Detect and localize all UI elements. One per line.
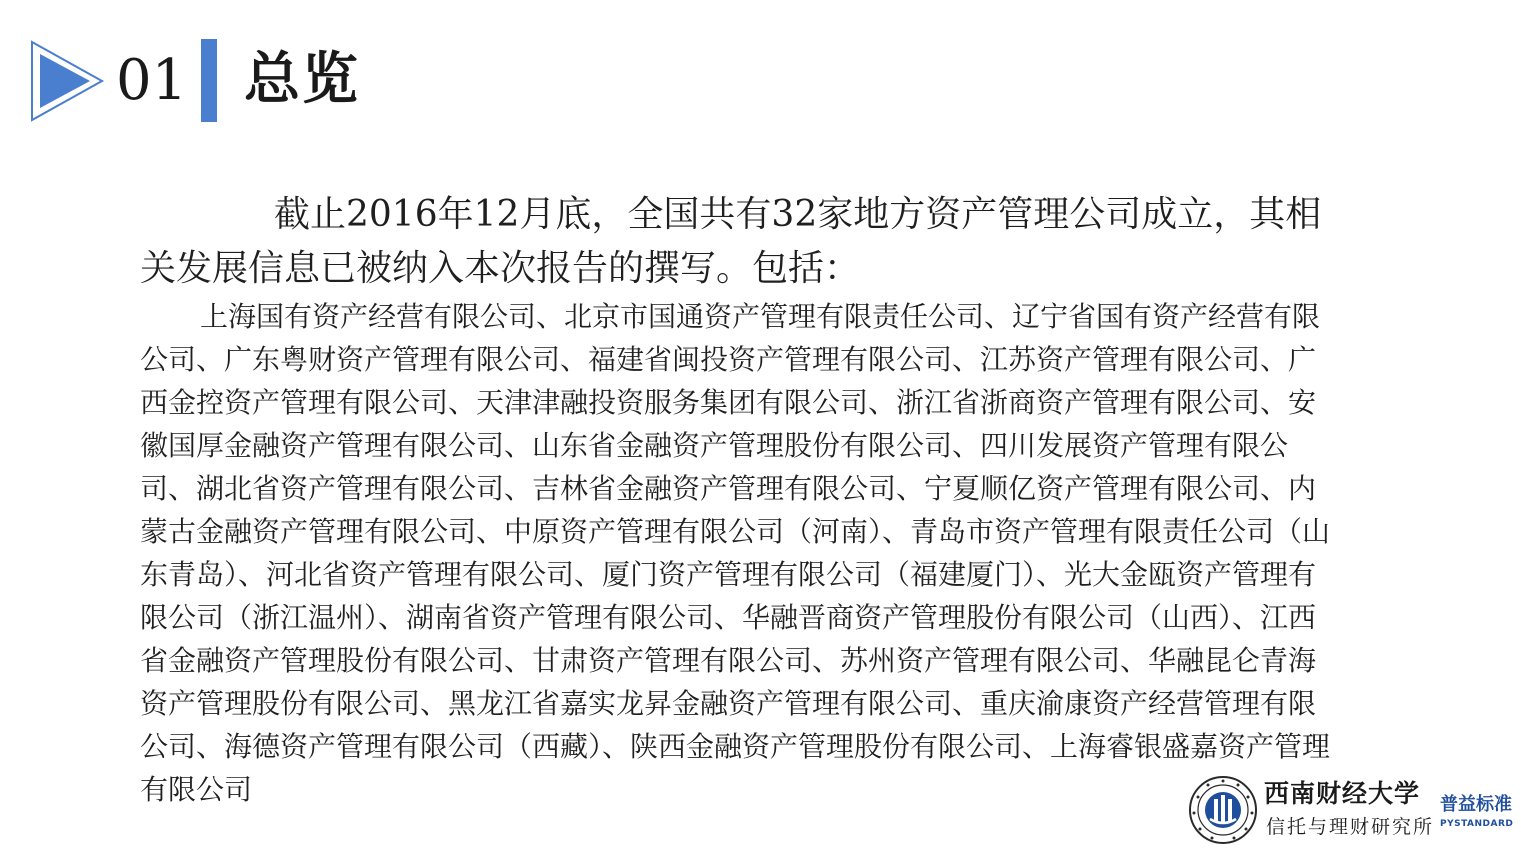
institute-name: 信托与理财研究所 <box>1266 816 1435 838</box>
university-name: 西南财经大学 <box>1264 779 1421 808</box>
brand-name-en: PYSTANDARD <box>1440 819 1514 829</box>
intro-paragraph: 截止2016年12月底，全国共有32家地方资产管理公司成立，其相关发展信息已被纳入本次报告的撰写。包括： <box>140 194 1322 289</box>
play-arrow-icon <box>28 38 106 124</box>
page-title: 总览 <box>244 47 360 112</box>
brand-name-cn: 普益标准 <box>1440 794 1512 815</box>
section-number: 01 <box>116 48 188 113</box>
title-divider-bar <box>201 39 217 122</box>
company-list-paragraph: 上海国有资产经营有限公司、北京市国通资产管理有限责任公司、辽宁省国有资产经营有限公司、广东粤财资产管理有限公司、福建省闽投资产管理有限公司、江苏资产管理有限公司、广西金控资产管理有限公司、天津津融投资服务集团有限公司、浙江省浙商资产管理有限公司、安徽国厚金融资产管理有限公司、山东省金融资产管理股份有限公司、四川发展资产管理有限公司、湖北省资产管理有限公司、吉林省金融资产管理有限公司、宁夏顺亿资产管理有限公司、内蒙古金融资产管理有限公司、中原资产管理有限公司（河南）、青岛市资产管理有限责任公司（山东青岛）、河北省资产管理有限公司、厦门资产管理有限公司（福建厦门）、光大金瓯资产管理有限公司（浙江温州）、湖南省资产管理有限公司、华融晋商资产管理股份有限公司（山西）、江西省金融资产管理股份有限公司、甘肃资产管理有限公司、苏州资产管理有限公司、华融昆仑青海资产管理股份有限公司、黑龙江省嘉实龙昇金融资产管理有限公司、重庆渝康资产经营管理有限公司、海德资产管理有限公司（西藏）、陕西金融资产管理股份有限公司、上海睿银盛嘉资产管理有限公司 <box>140 300 1331 806</box>
footer-logo <box>1188 775 1518 853</box>
university-seal-icon <box>1188 775 1258 845</box>
